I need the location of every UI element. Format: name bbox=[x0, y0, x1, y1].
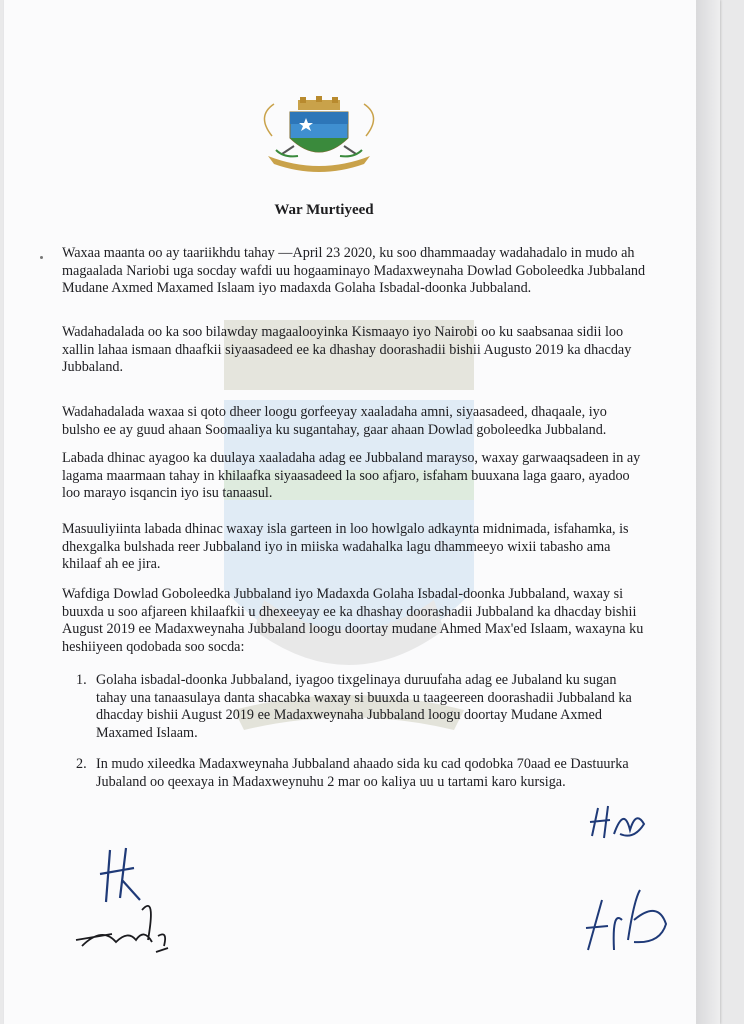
paragraph-resolution: Wafdiga Dowlad Goboleedka Jubbaland iyo Madaxda Golaha Isbadal-doonka Jubbaland, waxay si buuxda u soo afjareen khilaafkii u dhexeeyay ee ka dhashay doorashadii Jubbaland ka dhacday bishii August 2019 ee Madaxweynaha Jubbaland loogu doortay mudane Ahmed Max'ed Islaam, waxayna ku heshiiyeen qodobada soo socda: bbox=[62, 586, 644, 655]
list-item-number: 1. bbox=[76, 672, 87, 688]
list-item bbox=[76, 672, 646, 742]
page-edge bbox=[696, 0, 720, 1024]
paragraph-background: Wadahadalada oo ka soo bilawday magaalooyinka Kismaayo iyo Nairobi oo ku saabsanaa sidii loo xallin lahaa ismaan dhaafkii siyaasadeed ee ka dhashay doorashadii bishii Augusto 2019 ka dhacday Jubbaland. bbox=[62, 324, 632, 375]
list-item-text: In mudo xileedka Madaxweynaha Jubbaland ahaado sida ku cad qodobka 70aad ee Dastuurka Jubaland oo qeexaya in Madaxweynuhu 2 mar oo kaliya uu u tartami karo kursiga. bbox=[96, 756, 629, 790]
jubbaland-seal-logo bbox=[254, 96, 384, 178]
list-item bbox=[76, 756, 646, 791]
paragraph-discussion: Wadahadalada waxaa si qoto dheer loogu gorfeeyay xaaladaha amni, siyaasadeed, dhaqaale, iyo bulsho ee ay guud ahaan Soomaaliya ku sugantahay, gaar ahaan Dowlad goboleedka Jubbaland. bbox=[62, 404, 607, 438]
signature-bottom-right bbox=[578, 880, 678, 960]
list-item-number: 2. bbox=[76, 756, 87, 772]
scan-speck bbox=[40, 256, 43, 259]
signature-top-right bbox=[584, 800, 654, 846]
paragraph-intro: Waxaa maanta oo ay taariikhdu tahay —April 23 2020, ku soo dhammaaday wadahadalo in mudo ah magaalada Nariobi uga socday wafdi uu hogaaminayo Madaxweynaha Dowlad Goboleedka Jubbaland Mudane Axmed Maxamed Islaam iyo madaxda Golaha Isbadal-doonka Jubbaland. bbox=[62, 245, 646, 296]
document-page bbox=[4, 0, 720, 1024]
signature-left-lower bbox=[72, 890, 182, 960]
paragraph-unity: Masuuliyiinta labada dhinac waxay isla garteen in loo howlgalo adkaynta midnimada, isfahamka, is dhexgalka bulshada reer Jubbaland iyo in miiska wadahalka lagu dhammeeyo wixii tabasho ama khilaaf ah ee jira. bbox=[62, 521, 629, 572]
paragraph-agreement: Labada dhinac ayagoo ka duulaya xaaladaha adag ee Jubbaland marayso, waxay garwaaqsadeen in ay lagama maarmaan tahay in khilaafka siyaasadeed la soo afjaro, isfaham buuxana laga gaaro, ayadoo loo marayo isqancin iyo isu tanaasul. bbox=[62, 450, 641, 501]
document-title: War Murtiyeed bbox=[274, 202, 374, 218]
list-item-text: Golaha isbadal-doonka Jubbaland, iyagoo tixgelinaya duruufaha adag ee Jubaland ku sugan tahay una tanaasulaya danta shacabka waxay si buuxda u taageereen doorashadii Jubbaland ka dhacday bishii August 2019 ee Madaxweynaha Jubbaland loogu doortay Mudane Axmed Maxamed Islaam. bbox=[96, 672, 632, 741]
